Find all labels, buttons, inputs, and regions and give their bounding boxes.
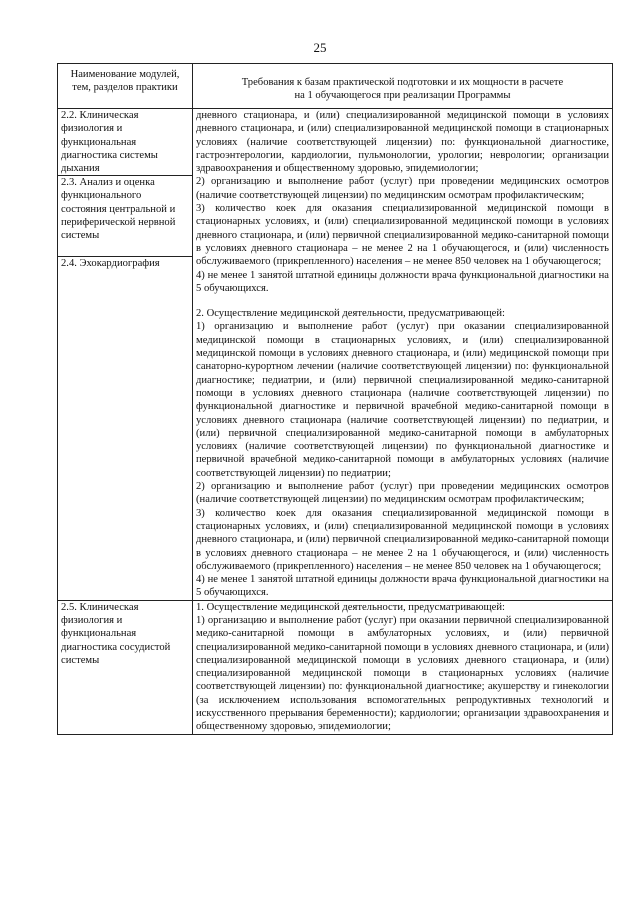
requirement-paragraph: 2) организацию и выполнение работ (услуг) при проведении медицинских осмотров (наличие соответствующей лицензии) по медицинским осмотрам профилактическим; bbox=[196, 176, 609, 201]
row1-modules-cell bbox=[58, 109, 193, 601]
requirement-paragraph: 2) организацию и выполнение работ (услуг) при проведении медицинских осмотров (наличие соответствующей лицензии) по медицинским осмотрам профилактическим; bbox=[196, 481, 609, 506]
requirement-paragraph: 1) организацию и выполнение работ (услуг) при оказании первичной специализированной медико-санитарной помощи в амбулаторных условиях, и (или) первичной специализированной медико-санитарной помощи в условиях дневного стационара, и (или) специализированной медицинской помощи в условиях дневного стационара, и (или) специализированной медицинской помощи в стационарных условиях (наличие соответствующей лицензии) по: функциональной диагностике; акушерству и гинекологии (за исключением использования вспомогательных репродуктивных технологий и искусственного прерывания беременности); кардиологии; организации здравоохранения и общественному здоровью, эпидемиологии; bbox=[196, 614, 609, 733]
requirement-paragraph: 3) количество коек для оказания специализированной медицинской помощи в стационарных условиях, и (или) специализированной медицинской помощи в условиях дневного стационара, и (или) первичной специализированной медико-санитарной помощи в условиях дневного стационара – не менее 2 на 1 обучающегося, и (или) численность обслуживаемого (прикрепленного) населения – не менее 850 человек на 1 обучающегося; bbox=[196, 203, 609, 268]
header-requirements-line1: Требования к базам практической подготовки и их мощности в расчете bbox=[241, 77, 564, 88]
requirement-paragraph: 3) количество коек для оказания специализированной медицинской помощи в стационарных условиях, и (или) специализированной медицинской помощи в условиях дневного стационара, и (или) первичной специализированной медико-санитарной помощи в условиях дневного стационара – не менее 2 на 1 обучающегося, и (или) численность обслуживаемого (прикрепленного) населения – не менее 850 человек на 1 обучающегося; bbox=[196, 507, 609, 572]
module-2-3: 2.3. Анализ и оценка функционального состояния центральной и периферической нервной системы bbox=[58, 176, 192, 257]
requirements-table bbox=[57, 63, 613, 735]
module-2-2: 2.2. Клиническая физиология и функциональная диагностика системы дыхания bbox=[58, 109, 192, 176]
table-row bbox=[58, 109, 613, 601]
requirement-paragraph: 1. Осуществление медицинской деятельности, предусматривающей: bbox=[196, 601, 505, 613]
requirement-paragraph: 4) не менее 1 занятой штатной единицы должности врача функциональной диагностики на 5 обучающихся. bbox=[196, 574, 609, 599]
table-row bbox=[58, 600, 613, 734]
page-number: 25 bbox=[313, 40, 327, 55]
requirement-paragraph: 2. Осуществление медицинской деятельности, предусматривающей: bbox=[196, 308, 505, 320]
table-header-row bbox=[58, 64, 613, 109]
header-requirements bbox=[193, 64, 613, 109]
module-2-4: 2.4. Эхокардиография bbox=[61, 258, 160, 269]
requirement-paragraph: 4) не менее 1 занятой штатной единицы должности врача функциональной диагностики на 5 обучающихся. bbox=[196, 269, 609, 294]
module-2-5: 2.5. Клиническая физиология и функциональная диагностика сосудистой системы bbox=[58, 600, 193, 734]
header-requirements-line2: на 1 обучающегося при реализации Программы bbox=[294, 90, 511, 102]
row1-requirements-cell bbox=[193, 109, 613, 601]
header-modules: Наименование модулей, тем, разделов практики bbox=[58, 64, 193, 109]
requirement-paragraph: дневного стационара, и (или) специализированной медицинской помощи в условиях дневного стационара, и (или) специализированной медицинской помощи в стационарных условиях (наличие соответствующей лицензии) по: функциональной диагностике, гастроэнтерологии, кардиологии, пульмонологии, урологии; неврологии; организации здравоохранения и общественному здоровью, эпидемиологии; bbox=[196, 110, 609, 175]
requirement-paragraph: 1) организацию и выполнение работ (услуг) при оказании специализированной медицинской помощи в стационарных условиях, и (или) специализированной медицинской помощи в условиях дневного стационара, и (или) медицинской помощи при санаторно-курортном лечении (наличие соответствующей лицензии) по: функциональной диагностике; педиатрии, и (или) первичной специализированной медико-санитарной помощи в условиях дневного стационара (наличие соответствующей лицензии) по функциональной диагностике и первичной врачебной медико-санитарной помощи в условиях дневного стационара (наличие соответствующей лицензии) по педиатрии, и (или) первичной специализированной медико-санитарной помощи в амбулаторных условиях (наличие соответствующей лицензии) по функциональной диагностике и первичной врачебной медико-санитарной помощи в амбулаторных условиях (наличие соответствующей лицензии) по педиатрии; bbox=[196, 321, 609, 479]
row2-requirements-cell bbox=[193, 600, 613, 734]
